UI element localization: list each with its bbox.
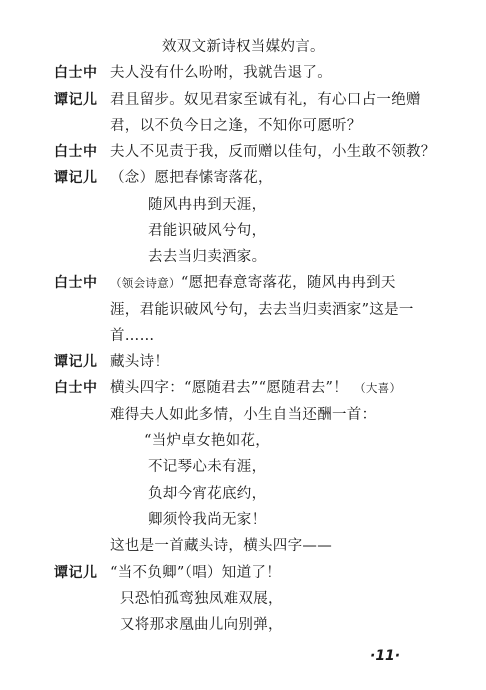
script-line: 君且留步。奴见君家至诚有礼，有心口占一绝赠 — [110, 92, 421, 108]
speaker-label: 白士中 — [54, 275, 98, 291]
script-line: 君，以不负今日之逢，不知你可愿听？ — [110, 118, 362, 134]
lyric-line: 只恐怕孤鸾独凤难双展， — [120, 591, 283, 607]
script-text: “当不负卿” — [110, 565, 185, 581]
page-number: ·11· — [370, 648, 401, 664]
script-line: 涯，君能识破风兮句，去去当归卖酒家”这是一 — [110, 302, 414, 318]
stage-direction: （念） — [110, 170, 155, 186]
poem-line: 随风冉冉到天涯， — [148, 197, 267, 213]
poem-line: 君能识破风兮句， — [148, 223, 267, 239]
speaker-label: 白士中 — [54, 144, 98, 160]
script-line: 效双文新诗权当媒妁言。 — [162, 39, 325, 55]
script-line: 夫人不见责于我，反而赠以佳句，小生敢不领教？ — [110, 144, 436, 160]
stage-direction: （唱） — [184, 565, 222, 581]
speaker-label: 谭记儿 — [54, 565, 98, 581]
script-text: 横头四字：“愿随君去”“愿随君去”！ — [110, 380, 349, 396]
script-line — [110, 564, 281, 582]
poem-line: 去去当归卖酒家。 — [148, 249, 267, 265]
lyric-line: 又将那求凰曲儿向别弹， — [120, 617, 283, 633]
script-line: 难得夫人如此多情，小生自当还酬一首： — [110, 407, 377, 423]
stage-direction: （大喜） — [354, 381, 402, 395]
poem-line: 不记琴心未有涯， — [148, 459, 267, 475]
stage-direction: （领会诗意） — [110, 276, 181, 290]
poem-line: 负却今宵花底约， — [148, 486, 267, 502]
script-text: 知道了！ — [221, 565, 281, 581]
script-line: 夫人没有什么吩咐，我就告退了。 — [110, 65, 332, 81]
poem-line: “当炉卓女艳如花， — [144, 433, 271, 449]
script-line — [110, 379, 401, 397]
script-line: 首…… — [110, 328, 155, 344]
script-line: 这也是一首藏头诗，横头四字—— — [110, 538, 332, 554]
script-line — [110, 274, 396, 292]
speaker-label: 谭记儿 — [54, 92, 98, 108]
script-line — [110, 169, 273, 187]
script-line: 藏头诗！ — [110, 354, 170, 370]
speaker-label: 白士中 — [54, 380, 98, 396]
speaker-label: 白士中 — [54, 65, 98, 81]
poem-line: 愿把春愫寄落花， — [154, 170, 273, 186]
poem-line: 卿须怜我尚无家！ — [148, 512, 267, 528]
script-text: “愿把春意寄落花，随风冉冉到天 — [180, 275, 396, 291]
speaker-label: 谭记儿 — [54, 170, 98, 186]
speaker-label: 谭记儿 — [54, 354, 98, 370]
